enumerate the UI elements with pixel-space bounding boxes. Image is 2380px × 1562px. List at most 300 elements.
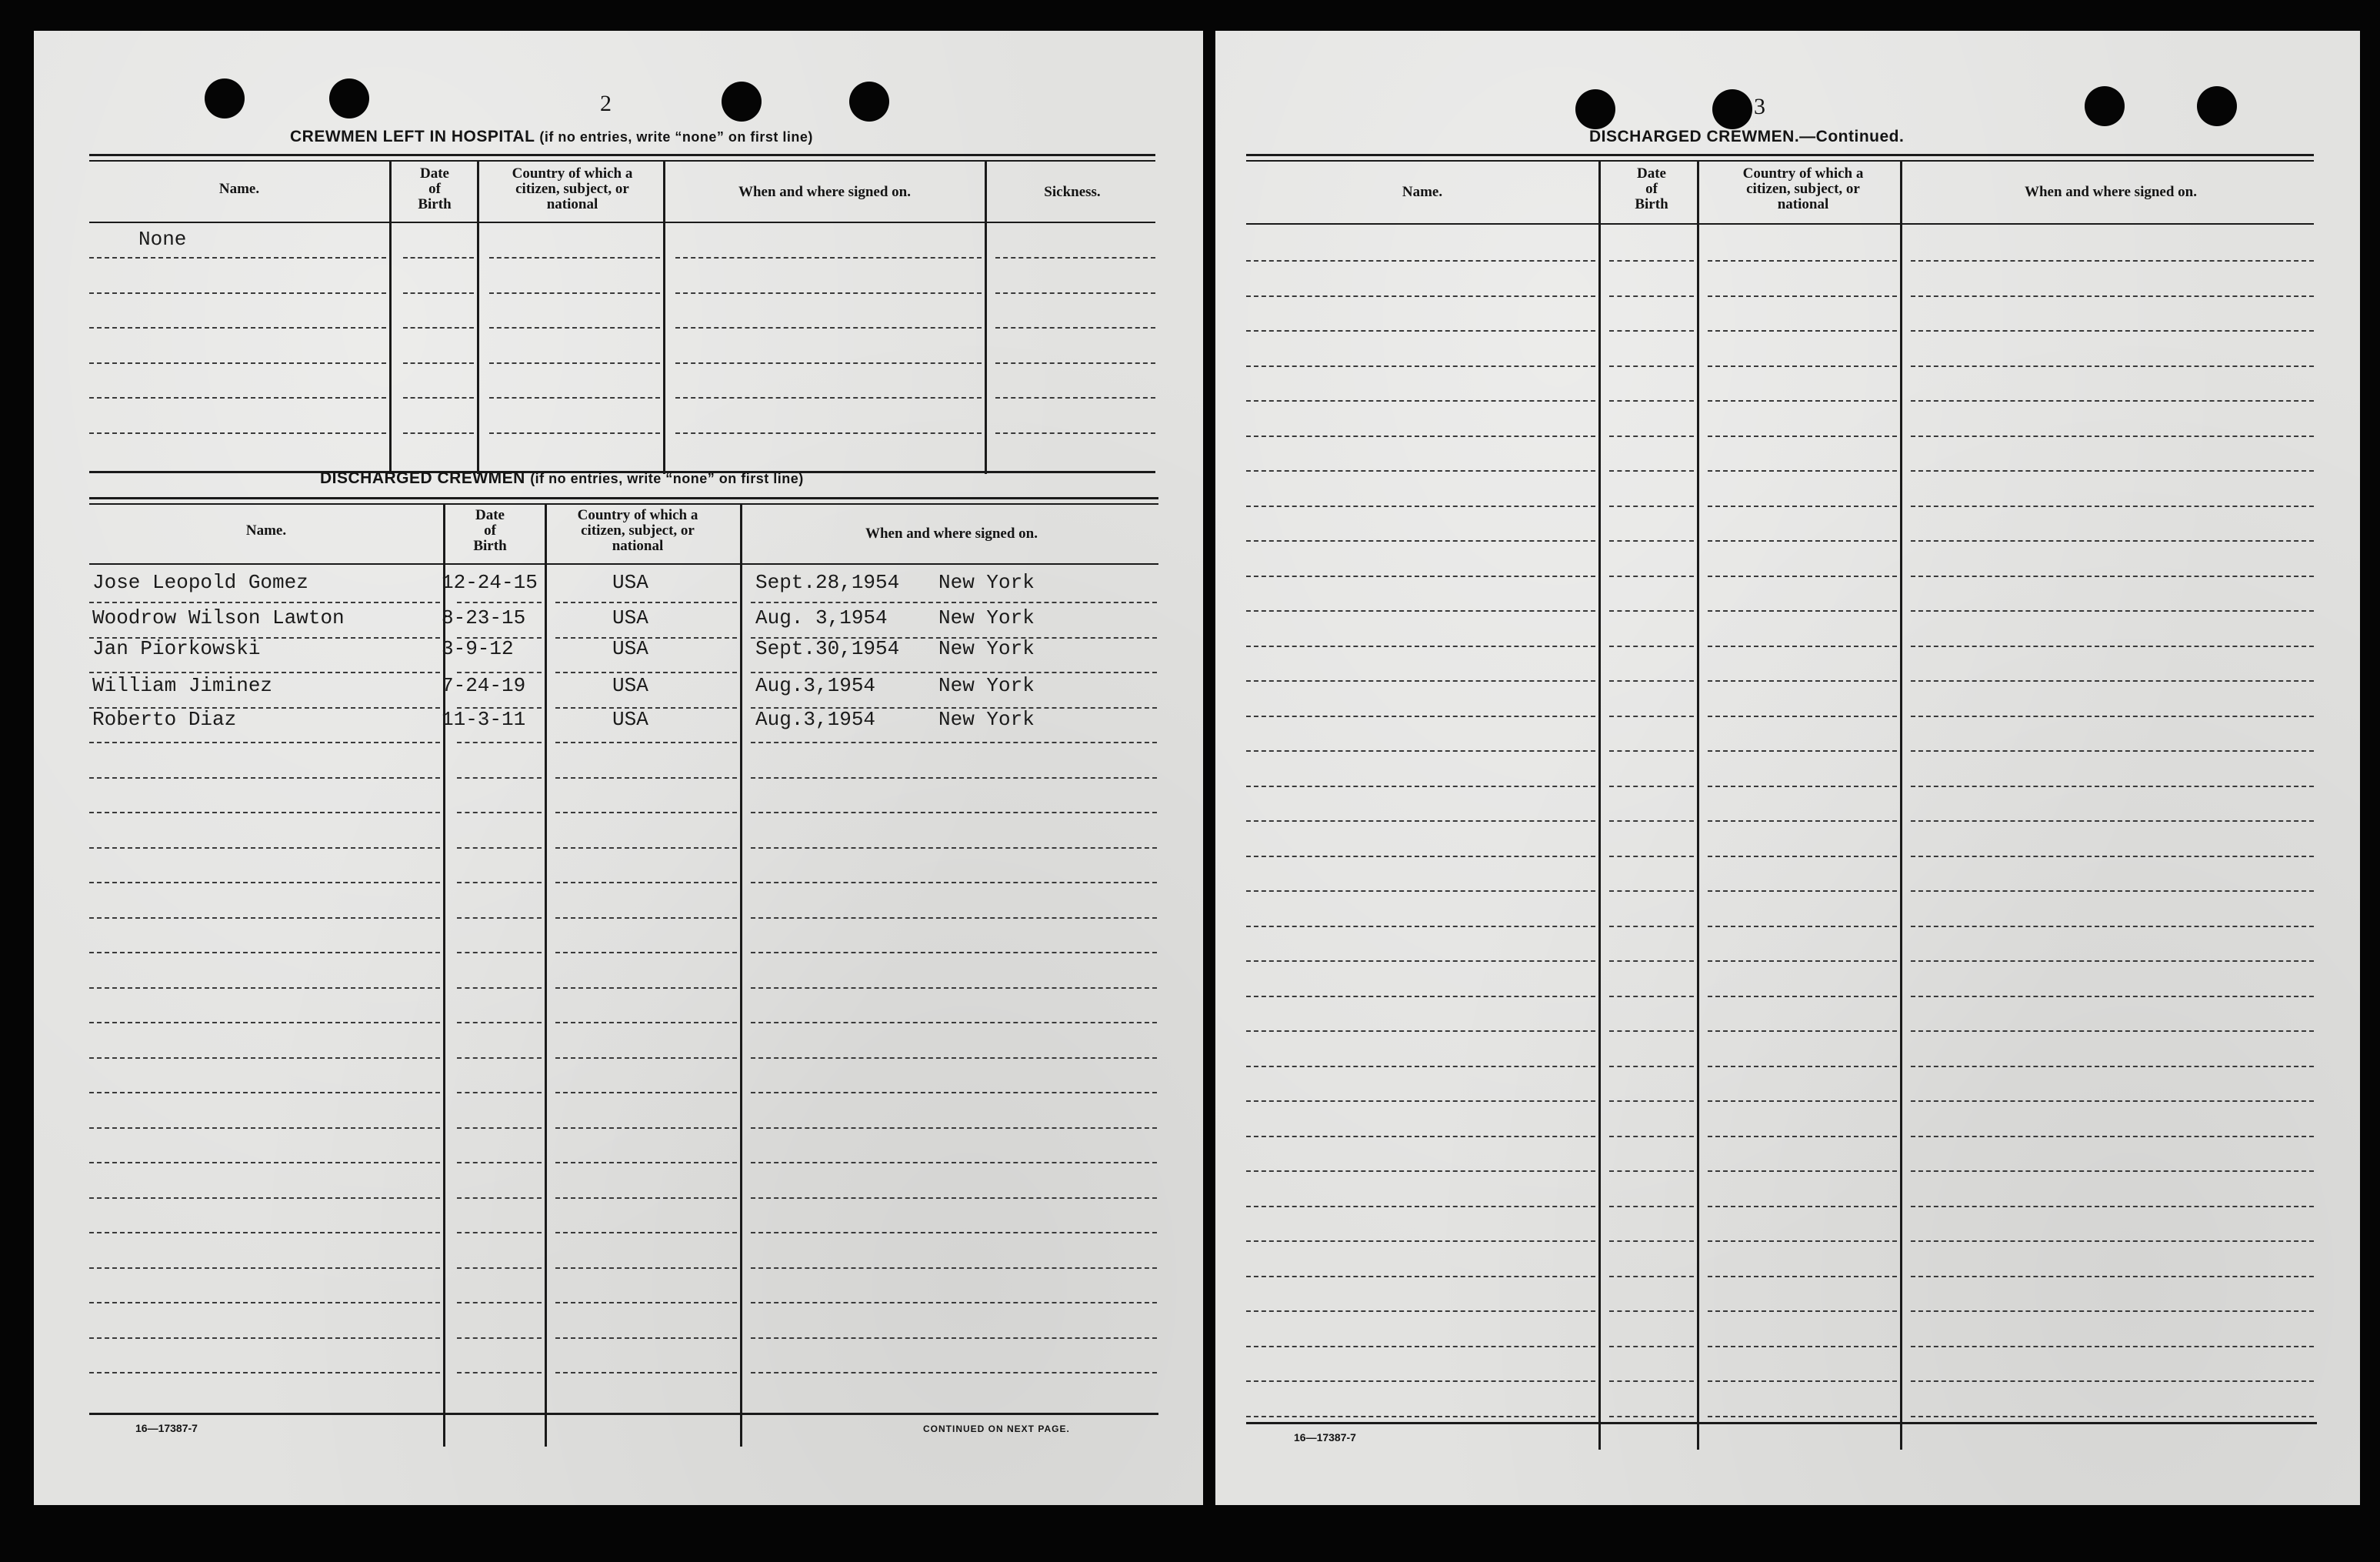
column-rule — [1598, 160, 1601, 1450]
dashed-line — [751, 952, 1157, 953]
dashed-line — [555, 1022, 737, 1023]
dashed-line — [751, 1232, 1157, 1233]
hospital-col-country: Country of which a citizen, subject, or national — [512, 165, 633, 212]
dashed-line — [403, 327, 474, 329]
crewman-country: USA — [612, 637, 648, 660]
dashed-line — [489, 292, 660, 294]
hospital-col-dob: Date of Birth — [418, 165, 452, 212]
dashed-line — [1609, 330, 1694, 332]
signed-place: New York — [938, 571, 1035, 594]
dashed-line — [89, 397, 386, 399]
dashed-line — [89, 292, 386, 294]
dashed-line — [89, 257, 386, 259]
top-rule — [89, 503, 1158, 505]
dashed-line — [555, 1092, 737, 1093]
dashed-line — [489, 362, 660, 364]
dashed-line — [995, 397, 1155, 399]
dashed-line — [1609, 1380, 1694, 1382]
dashed-line — [1911, 716, 2314, 717]
signed-date: Aug. 3,1954 — [755, 606, 888, 629]
crewman-name: Jan Piorkowski — [92, 637, 261, 660]
dashed-line — [1609, 1030, 1694, 1032]
dashed-line — [555, 917, 737, 919]
dashed-line — [1911, 820, 2314, 822]
dashed-line — [1911, 1030, 2314, 1032]
dashed-line — [751, 1337, 1157, 1339]
dashed-line — [1246, 610, 1595, 612]
dashed-line — [1708, 646, 1897, 647]
dashed-line — [555, 882, 737, 883]
dashed-line — [1911, 576, 2314, 577]
dashed-line — [1911, 1276, 2314, 1277]
dashed-line — [995, 257, 1155, 259]
dashed-line — [555, 742, 737, 743]
bottom-rule — [89, 1413, 1158, 1415]
dashed-line — [1708, 1206, 1897, 1207]
dashed-line — [1911, 890, 2314, 892]
left-page — [34, 31, 1203, 1505]
dashed-line — [1609, 260, 1694, 262]
dashed-line — [1708, 680, 1897, 682]
continued-col-country: Country of which a citizen, subject, or national — [1742, 165, 1864, 212]
dashed-line — [1708, 1380, 1897, 1382]
dashed-line — [751, 1092, 1157, 1093]
dashed-line — [555, 847, 737, 849]
dashed-line — [1911, 680, 2314, 682]
dashed-line — [1708, 365, 1897, 367]
dashed-line — [89, 1022, 440, 1023]
dashed-line — [457, 1302, 542, 1303]
dashed-line — [1609, 1170, 1694, 1172]
discharged-col-dob: Date of Birth — [473, 507, 507, 554]
dashed-line — [1708, 750, 1897, 752]
dashed-line — [457, 1092, 542, 1093]
dashed-line — [1609, 890, 1694, 892]
top-rule — [1246, 160, 2314, 162]
discharged-col-name: Name. — [245, 522, 287, 539]
dashed-line — [751, 672, 1157, 673]
dashed-line — [555, 812, 737, 813]
dashed-line — [1246, 996, 1595, 997]
dashed-line — [457, 777, 542, 779]
dashed-line — [1246, 1170, 1595, 1172]
dashed-line — [457, 1197, 542, 1199]
dashed-line — [1708, 576, 1897, 577]
dashed-line — [457, 847, 542, 849]
dashed-line — [89, 1337, 440, 1339]
dashed-line — [1609, 1240, 1694, 1242]
dashed-line — [1246, 786, 1595, 787]
header-rule — [89, 563, 1158, 565]
dashed-line — [1609, 646, 1694, 647]
signed-date: Aug.3,1954 — [755, 708, 876, 731]
hospital-first-entry: None — [138, 228, 187, 251]
dashed-line — [751, 987, 1157, 989]
hospital-section-title — [290, 128, 813, 146]
dashed-line — [1708, 1136, 1897, 1137]
dashed-line — [555, 987, 737, 989]
dashed-line — [457, 1022, 542, 1023]
dashed-line — [1246, 716, 1595, 717]
dashed-line — [1911, 1170, 2314, 1172]
crewman-name: Jose Leopold Gomez — [92, 571, 308, 594]
dashed-line — [1246, 436, 1595, 437]
dashed-line — [89, 432, 386, 434]
dashed-line — [1911, 1206, 2314, 1207]
dashed-line — [89, 1302, 440, 1303]
dashed-line — [403, 257, 474, 259]
dashed-line — [1246, 260, 1595, 262]
dashed-line — [1609, 996, 1694, 997]
dashed-line — [1708, 820, 1897, 822]
dashed-line — [1609, 400, 1694, 402]
dashed-line — [89, 362, 386, 364]
dashed-line — [995, 432, 1155, 434]
dashed-line — [555, 602, 737, 603]
dashed-line — [1609, 436, 1694, 437]
form-code: 16—17387-7 — [1294, 1431, 1356, 1444]
dashed-line — [751, 882, 1157, 883]
dashed-line — [1246, 1100, 1595, 1102]
form-code: 16—17387-7 — [135, 1422, 198, 1434]
dashed-line — [1246, 295, 1595, 297]
continued-note: CONTINUED ON NEXT PAGE. — [923, 1423, 1070, 1434]
crewman-country: USA — [612, 571, 648, 594]
dashed-line — [89, 1197, 440, 1199]
dashed-line — [1609, 820, 1694, 822]
dashed-line — [403, 292, 474, 294]
punch-hole — [205, 78, 245, 118]
dashed-line — [89, 777, 440, 779]
dashed-line — [1911, 540, 2314, 542]
dashed-line — [751, 742, 1157, 743]
dashed-line — [1911, 1240, 2314, 1242]
punch-hole — [2197, 86, 2237, 126]
dashed-line — [1246, 1276, 1595, 1277]
dashed-line — [555, 1372, 737, 1373]
dashed-line — [1246, 1310, 1595, 1312]
dashed-line — [1246, 1416, 1595, 1417]
dashed-line — [403, 397, 474, 399]
dashed-line — [89, 1372, 440, 1373]
dashed-line — [1708, 1170, 1897, 1172]
dashed-line — [1911, 365, 2314, 367]
signed-place: New York — [938, 606, 1035, 629]
continued-col-name: Name. — [1402, 184, 1443, 200]
dashed-line — [1911, 1380, 2314, 1382]
dashed-line — [1708, 716, 1897, 717]
dashed-line — [89, 1127, 440, 1129]
dashed-line — [1911, 646, 2314, 647]
dashed-line — [751, 1127, 1157, 1129]
dashed-line — [675, 257, 982, 259]
dashed-line — [1911, 1310, 2314, 1312]
dashed-line — [751, 812, 1157, 813]
dashed-line — [1708, 890, 1897, 892]
dashed-line — [1609, 680, 1694, 682]
punch-hole — [722, 82, 762, 122]
column-rule — [389, 160, 392, 474]
dashed-line — [1911, 506, 2314, 507]
dashed-line — [1911, 856, 2314, 857]
dashed-line — [995, 327, 1155, 329]
column-rule — [1697, 160, 1699, 1450]
column-rule — [740, 503, 742, 1447]
crewman-name: William Jiminez — [92, 674, 273, 697]
bottom-rule — [1246, 1422, 2317, 1424]
dashed-line — [751, 777, 1157, 779]
dashed-line — [555, 1302, 737, 1303]
dashed-line — [1609, 1136, 1694, 1137]
dashed-line — [1911, 1100, 2314, 1102]
right-page — [1215, 31, 2360, 1505]
dashed-line — [1609, 540, 1694, 542]
dashed-line — [995, 362, 1155, 364]
dashed-line — [457, 1127, 542, 1129]
dashed-line — [751, 602, 1157, 603]
dashed-line — [1246, 680, 1595, 682]
dashed-line — [457, 987, 542, 989]
dashed-line — [1911, 1346, 2314, 1347]
dashed-line — [555, 1057, 737, 1059]
dashed-line — [1246, 646, 1595, 647]
dashed-line — [751, 847, 1157, 849]
punch-hole — [2085, 86, 2125, 126]
dashed-line — [1708, 1416, 1897, 1417]
hospital-col-sickness: Sickness. — [1044, 184, 1101, 200]
dashed-line — [457, 602, 542, 603]
dashed-line — [1708, 1346, 1897, 1347]
dashed-line — [1246, 470, 1595, 472]
signed-place: New York — [938, 708, 1035, 731]
dashed-line — [1609, 1416, 1694, 1417]
dashed-line — [751, 1372, 1157, 1373]
dashed-line — [89, 1162, 440, 1163]
dashed-line — [751, 917, 1157, 919]
dashed-line — [89, 602, 440, 603]
punch-hole — [1712, 89, 1752, 129]
dashed-line — [1246, 506, 1595, 507]
crewman-dob: 7-24-19 — [442, 674, 526, 697]
dashed-line — [555, 1162, 737, 1163]
dashed-line — [1609, 576, 1694, 577]
dashed-line — [751, 1302, 1157, 1303]
dashed-line — [1911, 1066, 2314, 1067]
dashed-line — [89, 1267, 440, 1269]
dashed-line — [1708, 400, 1897, 402]
signed-date: Sept.28,1954 — [755, 571, 900, 594]
dashed-line — [1246, 400, 1595, 402]
dashed-line — [1708, 856, 1897, 857]
dashed-line — [1609, 506, 1694, 507]
dashed-line — [1911, 400, 2314, 402]
column-rule — [477, 160, 479, 474]
dashed-line — [1246, 1136, 1595, 1137]
dashed-line — [89, 1057, 440, 1059]
dashed-line — [555, 1127, 737, 1129]
dashed-line — [1246, 1206, 1595, 1207]
punch-hole — [1575, 89, 1615, 129]
dashed-line — [1911, 960, 2314, 962]
dashed-line — [457, 1337, 542, 1339]
dashed-line — [403, 432, 474, 434]
dashed-line — [675, 362, 982, 364]
dashed-line — [1609, 610, 1694, 612]
column-rule — [985, 160, 987, 474]
dashed-line — [1609, 1346, 1694, 1347]
dashed-line — [1246, 1030, 1595, 1032]
dashed-line — [555, 1267, 737, 1269]
continued-section-title: DISCHARGED CREWMEN.—Continued. — [1589, 128, 1905, 145]
dashed-line — [1246, 330, 1595, 332]
dashed-line — [1609, 926, 1694, 927]
crewman-country: USA — [612, 708, 648, 731]
dashed-line — [675, 327, 982, 329]
dashed-line — [1911, 260, 2314, 262]
crewman-dob: 11-3-11 — [442, 708, 526, 731]
dashed-line — [1609, 960, 1694, 962]
dashed-line — [1609, 1206, 1694, 1207]
dashed-line — [555, 952, 737, 953]
dashed-line — [1246, 1380, 1595, 1382]
discharged-col-country: Country of which a citizen, subject, or national — [577, 507, 698, 554]
dashed-line — [1246, 1346, 1595, 1347]
dashed-line — [89, 952, 440, 953]
dashed-line — [1609, 856, 1694, 857]
punch-hole — [849, 82, 889, 122]
dashed-line — [1708, 1310, 1897, 1312]
dashed-line — [489, 432, 660, 434]
dashed-line — [89, 327, 386, 329]
dashed-line — [1911, 1416, 2314, 1417]
dashed-line — [1246, 1066, 1595, 1067]
dashed-line — [1246, 1240, 1595, 1242]
dashed-line — [1246, 820, 1595, 822]
dashed-line — [457, 1267, 542, 1269]
dashed-line — [1708, 540, 1897, 542]
dashed-line — [89, 847, 440, 849]
hospital-note-text: (if no entries, write “none” on first line) — [539, 129, 813, 145]
dashed-line — [1609, 716, 1694, 717]
dashed-line — [1246, 926, 1595, 927]
signed-place: New York — [938, 637, 1035, 660]
dashed-line — [1609, 295, 1694, 297]
dashed-line — [1911, 926, 2314, 927]
dashed-line — [555, 1197, 737, 1199]
dashed-line — [1708, 1030, 1897, 1032]
dashed-line — [751, 1162, 1157, 1163]
dashed-line — [1246, 856, 1595, 857]
dashed-line — [89, 1092, 440, 1093]
dashed-line — [89, 1232, 440, 1233]
dashed-line — [489, 327, 660, 329]
dashed-line — [89, 742, 440, 743]
dashed-line — [457, 1162, 542, 1163]
crewman-dob: 8-23-15 — [442, 606, 526, 629]
dashed-line — [555, 1232, 737, 1233]
dashed-line — [1911, 1136, 2314, 1137]
signed-place: New York — [938, 674, 1035, 697]
dashed-line — [457, 882, 542, 883]
dashed-line — [1246, 960, 1595, 962]
dashed-line — [1911, 295, 2314, 297]
dashed-line — [1911, 610, 2314, 612]
dashed-line — [1911, 996, 2314, 997]
dashed-line — [1708, 786, 1897, 787]
dashed-line — [1911, 750, 2314, 752]
dashed-line — [1708, 1240, 1897, 1242]
dashed-line — [751, 1267, 1157, 1269]
crewman-country: USA — [612, 606, 648, 629]
continued-col-signed: When and where signed on. — [2024, 184, 2197, 200]
hospital-col-name: Name. — [218, 181, 260, 197]
dashed-line — [1911, 470, 2314, 472]
dashed-line — [457, 672, 542, 673]
dashed-line — [457, 742, 542, 743]
dashed-line — [457, 1232, 542, 1233]
discharged-section-title — [320, 469, 804, 488]
dashed-line — [89, 672, 440, 673]
dashed-line — [403, 362, 474, 364]
dashed-line — [1708, 1066, 1897, 1067]
dashed-line — [1609, 1310, 1694, 1312]
dashed-line — [1911, 330, 2314, 332]
dashed-line — [995, 292, 1155, 294]
crewman-dob: 12-24-15 — [442, 571, 538, 594]
dashed-line — [555, 777, 737, 779]
hospital-title-text: CREWMEN LEFT IN HOSPITAL — [290, 128, 535, 145]
top-rule — [89, 497, 1158, 499]
discharged-title-text: DISCHARGED CREWMEN — [320, 469, 525, 487]
discharged-note-text: (if no entries, write “none” on first line) — [530, 471, 804, 486]
top-rule — [1246, 154, 2314, 156]
dashed-line — [1246, 365, 1595, 367]
dashed-line — [89, 917, 440, 919]
dashed-line — [1708, 996, 1897, 997]
dashed-line — [1708, 1276, 1897, 1277]
dashed-line — [1246, 576, 1595, 577]
dashed-line — [89, 987, 440, 989]
crewman-dob: 3-9-12 — [442, 637, 514, 660]
header-rule — [1246, 223, 2314, 225]
page-number: 3 — [1754, 94, 1765, 119]
dashed-line — [1246, 750, 1595, 752]
dashed-line — [1708, 506, 1897, 507]
dashed-line — [1609, 365, 1694, 367]
dashed-line — [1708, 330, 1897, 332]
dashed-line — [457, 812, 542, 813]
dashed-line — [751, 1022, 1157, 1023]
top-rule — [89, 160, 1155, 162]
dashed-line — [555, 672, 737, 673]
discharged-col-signed: When and where signed on. — [865, 526, 1038, 542]
dashed-line — [1708, 1100, 1897, 1102]
crewman-name: Woodrow Wilson Lawton — [92, 606, 345, 629]
dashed-line — [1708, 926, 1897, 927]
signed-date: Sept.30,1954 — [755, 637, 900, 660]
dashed-line — [1708, 295, 1897, 297]
dashed-line — [457, 1057, 542, 1059]
continued-col-dob: Date of Birth — [1635, 165, 1668, 212]
dashed-line — [751, 1057, 1157, 1059]
column-rule — [545, 503, 547, 1447]
dashed-line — [489, 397, 660, 399]
punch-hole — [329, 78, 369, 118]
column-rule — [1900, 160, 1902, 1450]
hospital-col-signed: When and where signed on. — [738, 184, 911, 200]
dashed-line — [675, 397, 982, 399]
crewman-name: Roberto Diaz — [92, 708, 237, 731]
